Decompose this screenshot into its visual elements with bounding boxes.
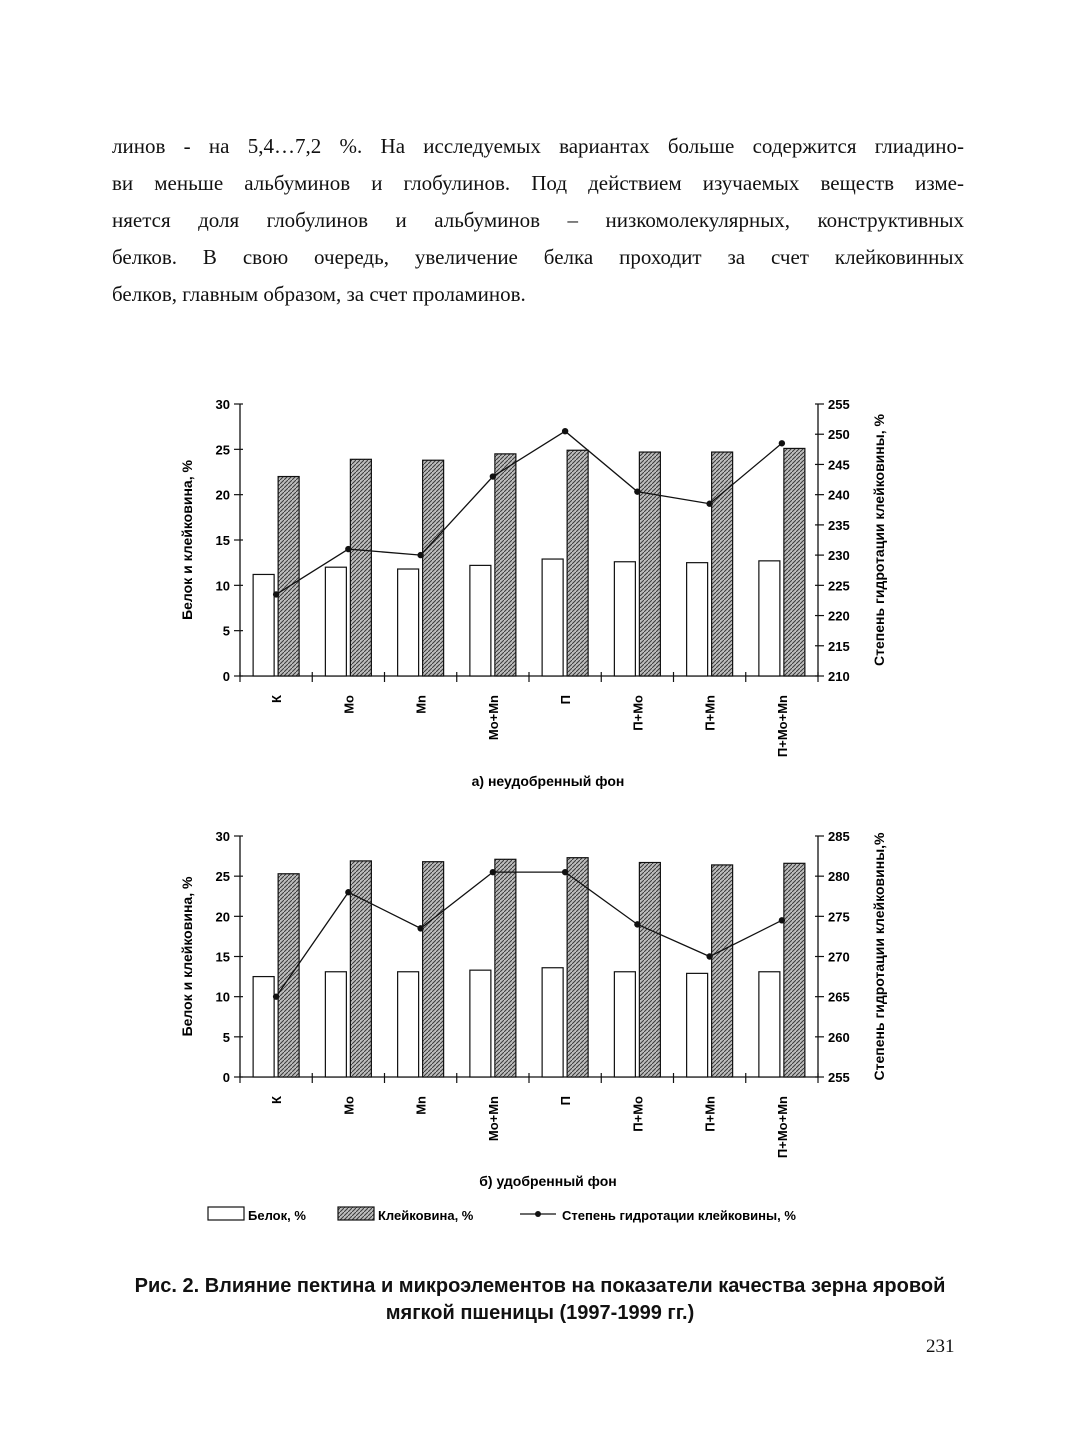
x-category-label: Mo+Mn — [485, 1096, 501, 1142]
x-category-label: П+Mn — [702, 1096, 718, 1132]
bar-protein — [325, 567, 346, 676]
y-tick-label-right: 280 — [828, 869, 850, 885]
y-tick-label-left: 25 — [215, 869, 230, 885]
bar-protein — [398, 972, 419, 1077]
point-hydration — [779, 440, 785, 446]
y-tick-label-right: 285 — [828, 829, 850, 844]
point-hydration — [706, 501, 712, 507]
bar-protein — [614, 972, 635, 1077]
legend-label-protein: Белок, % — [248, 1208, 306, 1223]
point-hydration — [273, 993, 279, 999]
bar-gluten — [784, 448, 805, 676]
legend-swatch-gluten — [338, 1207, 374, 1220]
point-hydration — [562, 869, 568, 875]
y-tick-label-left: 30 — [215, 397, 230, 412]
body-line: линов - на 5,4…7,2 %. На исследуемых вариантах больше содержится глиадино- — [112, 134, 964, 158]
bar-protein — [253, 574, 274, 676]
x-category-label: П+Mo+Mn — [774, 695, 790, 758]
chart-a — [179, 397, 887, 789]
bar-protein — [253, 977, 274, 1077]
x-category-label: Mo — [341, 1096, 357, 1115]
point-hydration — [634, 921, 640, 927]
y-tick-label-right: 240 — [828, 487, 850, 503]
body-line: белков, главным образом, за счет проламинов. — [112, 282, 526, 306]
y-tick-label-right: 245 — [828, 457, 850, 473]
y-tick-label-left: 5 — [222, 623, 230, 639]
y-axis-title-left: Белок и клейковина, % — [179, 460, 195, 620]
point-hydration — [490, 473, 496, 479]
x-category-label: П+Mo — [630, 695, 646, 731]
x-category-label: Mn — [413, 695, 429, 714]
point-hydration — [706, 953, 712, 959]
point-hydration — [345, 889, 351, 895]
bar-protein — [687, 563, 708, 676]
y-tick-label-left: 15 — [215, 533, 230, 548]
y-tick-label-right: 255 — [828, 397, 850, 412]
y-tick-label-left: 0 — [222, 1070, 230, 1085]
bar-protein — [687, 973, 708, 1077]
bar-gluten — [712, 865, 733, 1077]
y-tick-label-left: 0 — [222, 669, 230, 684]
point-hydration — [273, 591, 279, 597]
point-hydration — [417, 925, 423, 931]
y-axis-title-right: Степень гидротации клейковины,% — [871, 832, 887, 1081]
legend-label-hydration: Степень гидротации клейковины, % — [562, 1208, 796, 1223]
y-tick-label-right: 235 — [828, 517, 850, 533]
y-tick-label-left: 10 — [215, 989, 230, 1005]
y-tick-label-right: 230 — [828, 548, 850, 564]
y-tick-label-right: 255 — [828, 1070, 850, 1085]
legend — [208, 1207, 796, 1223]
y-tick-label-right: 215 — [828, 638, 850, 654]
bar-gluten — [567, 858, 588, 1077]
y-axis-title-left: Белок и клейковина, % — [179, 876, 195, 1037]
chart-b — [179, 829, 887, 1189]
y-tick-label-right: 220 — [828, 608, 850, 624]
point-hydration — [562, 428, 568, 434]
y-tick-label-left: 5 — [222, 1029, 230, 1045]
bar-protein — [470, 565, 491, 676]
x-category-label: П+Mo — [630, 1096, 646, 1132]
bar-gluten — [423, 862, 444, 1077]
bar-gluten — [495, 859, 516, 1077]
bar-gluten — [278, 477, 299, 676]
legend-label-gluten: Клейковина, % — [378, 1208, 474, 1223]
y-tick-label-left: 25 — [215, 442, 230, 458]
y-tick-label-left: 10 — [215, 578, 230, 594]
bar-gluten — [350, 861, 371, 1077]
point-hydration — [634, 488, 640, 494]
y-tick-label-left: 20 — [215, 487, 230, 503]
body-line: ви меньше альбуминов и глобулинов. Под действием изучаемых веществ изме- — [112, 171, 964, 195]
legend-swatch-protein — [208, 1207, 244, 1220]
y-tick-label-right: 260 — [828, 1029, 850, 1045]
x-category-label: П — [558, 695, 574, 705]
bar-protein — [398, 569, 419, 676]
bar-protein — [614, 562, 635, 676]
y-tick-label-right: 270 — [828, 949, 850, 965]
bar-gluten — [495, 454, 516, 676]
body-line: няется доля глобулинов и альбуминов – низкомолекулярных, конструктивных — [112, 208, 964, 232]
chart-subtitle: а) неудобренный фон — [471, 773, 625, 789]
point-hydration — [779, 917, 785, 923]
bar-gluten — [350, 459, 371, 676]
caption-line-2: мягкой пшеницы (1997-1999 гг.) — [385, 1302, 695, 1324]
body-line: белков. В свою очередь, увеличение белка проходит за счет клейковинных — [112, 245, 964, 269]
y-tick-label-right: 275 — [828, 909, 850, 925]
point-hydration — [345, 546, 351, 552]
y-tick-label-right: 265 — [828, 989, 850, 1005]
y-tick-label-left: 30 — [215, 829, 230, 844]
legend-marker-hydration — [535, 1211, 541, 1217]
x-category-label: К — [269, 1096, 285, 1104]
y-tick-label-right: 250 — [828, 427, 850, 443]
y-tick-label-left: 15 — [215, 949, 230, 965]
y-tick-label-right: 225 — [828, 578, 850, 594]
bar-gluten — [639, 863, 660, 1077]
bar-gluten — [567, 450, 588, 676]
bar-gluten — [712, 452, 733, 676]
bar-gluten — [423, 460, 444, 676]
caption-line-1: Рис. 2. Влияние пектина и микроэлементов на показатели качества зерна яровой — [134, 1275, 946, 1297]
bar-protein — [542, 968, 563, 1077]
bar-protein — [470, 970, 491, 1077]
x-category-label: Mo — [341, 695, 357, 714]
figure-caption — [90, 1273, 990, 1327]
bar-gluten — [784, 863, 805, 1077]
bar-protein — [759, 561, 780, 676]
x-category-label: П+Mn — [702, 695, 718, 731]
x-category-label: Mo+Mn — [485, 695, 501, 741]
point-hydration — [417, 552, 423, 558]
point-hydration — [490, 869, 496, 875]
x-category-label: Mn — [413, 1096, 429, 1115]
chart-subtitle: б) удобренный фон — [479, 1173, 617, 1189]
x-category-label: К — [269, 695, 285, 703]
x-category-label: П — [558, 1096, 574, 1106]
y-axis-title-right: Степень гидротации клейковины, % — [871, 414, 887, 666]
bar-gluten — [639, 452, 660, 676]
bar-gluten — [278, 874, 299, 1077]
bar-protein — [325, 972, 346, 1077]
y-tick-label-left: 20 — [215, 909, 230, 925]
x-category-label: П+Mo+Mn — [774, 1096, 790, 1159]
page-number: 231 — [926, 1336, 955, 1357]
bar-protein — [542, 559, 563, 676]
bar-protein — [759, 972, 780, 1077]
y-tick-label-right: 210 — [828, 669, 850, 684]
